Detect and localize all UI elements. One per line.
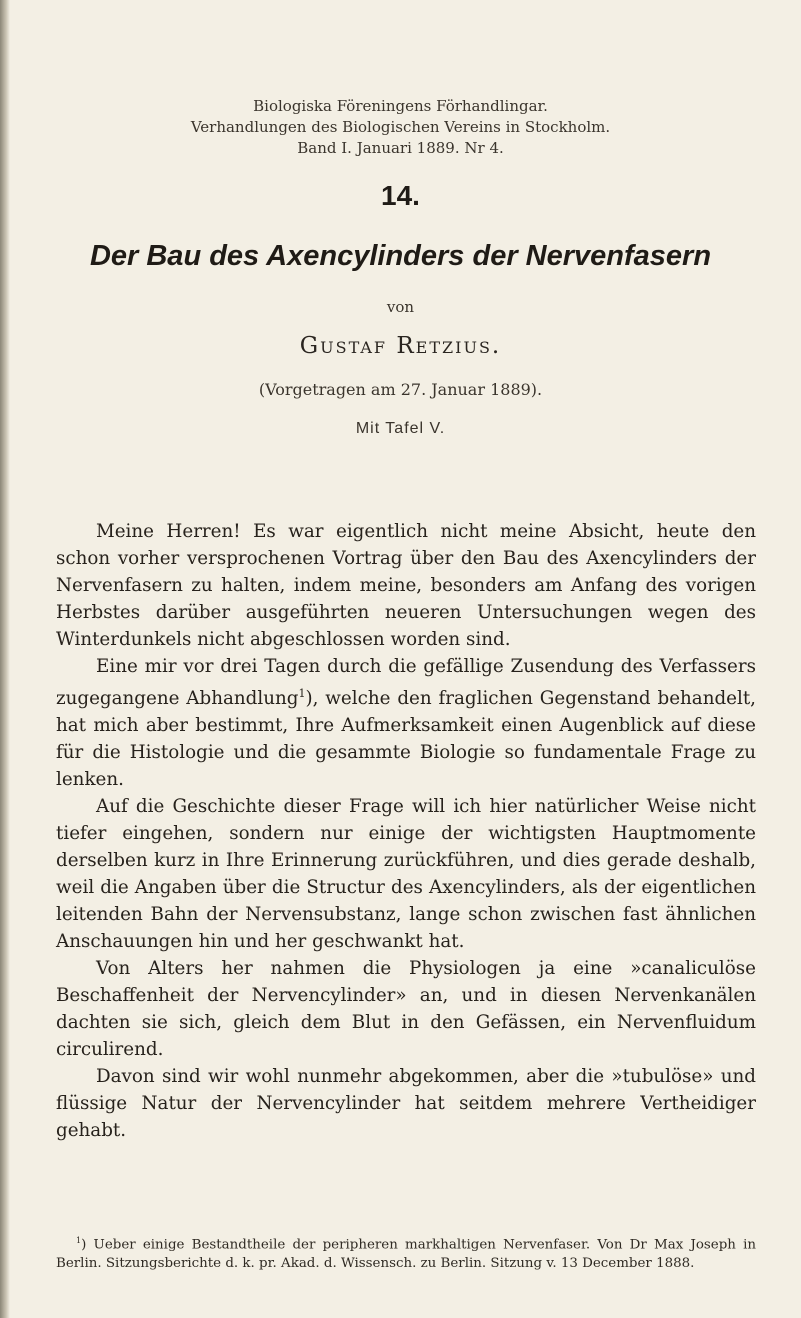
- footnote-body: ) Ueber einige Bestandtheile der peripheren markhaltigen Nervenfaser. Von Dr Max Joseph in Berlin. Sitzungsberichte d. k. pr. Akad. d. Wissensch. zu Berlin. Sitzung v. 13 December 1888.: [56, 1237, 756, 1272]
- journal-line-1: Biologiska Föreningens Förhandlingar.: [253, 97, 548, 115]
- footnote: [56, 1231, 756, 1273]
- author-name: Gustaf Retzius.: [299, 333, 502, 359]
- article-number: 14.: [381, 180, 420, 211]
- byline-von: von: [386, 298, 415, 316]
- footnote-reference: 1: [298, 687, 306, 700]
- paragraph-3: Auf die Geschichte dieser Frage will ich hier natürlicher Weise nicht tiefer eingehen, sondern nur einige der wichtigsten Hauptmomente derselben kurz in Ihre Erinnerung zurückführen, und dies gerade deshalb, weil die Angaben über die Structur des Axencylinders, als der eigentlichen leitenden Bahn der Nervensubstanz, lange schon zwischen fast ähnlichen Anschauungen hin und her geschwankt hat.: [56, 796, 756, 953]
- paragraph-4: Von Alters her nahmen die Physiologen ja eine »canaliculöse Beschaffenheit der Nervencylinder» an, und in diesen Nervenkanälen dachten sie sich, gleich dem Blut in den Gefässen, ein Nervenfluidum circulirend.: [56, 958, 756, 1061]
- journal-line-2: Verhandlungen des Biologischen Vereins in Stockholm.: [190, 118, 611, 136]
- article-title: Der Bau des Axencylinders der Nervenfasern: [89, 240, 712, 272]
- body-text: [56, 518, 756, 1144]
- footnote-marker: 1: [76, 1236, 82, 1245]
- presentation-date: (Vorgetragen am 27. Januar 1889).: [258, 380, 543, 399]
- paragraph-2: [56, 653, 756, 793]
- plate-reference: Mit Tafel V.: [355, 420, 446, 437]
- paragraph-5: Davon sind wir wohl nunmehr abgekommen, aber die »tubulöse» und flüssige Natur der Nervencylinder hat seitdem mehrere Vertheidiger gehabt.: [56, 1066, 756, 1142]
- paragraph-2-part-1: Eine mir vor drei Tagen durch die gefällige Zusendung des Verfassers zugegangene Abhandlung: [56, 656, 756, 710]
- paragraph-1: Meine Herren! Es war eigentlich nicht meine Absicht, heute den schon vorher versprochenen Vortrag über den Bau des Axencylinders der Nervenfasern zu halten, indem meine, besonders am Anfang des vorigen Herbstes darüber ausgeführten neueren Untersuchungen wegen des Winterdunkels nicht abgeschlossen worden sind.: [56, 521, 756, 650]
- paragraph-2-part-2: ), welche den fraglichen Gegenstand behandelt, hat mich aber bestimmt, Ihre Aufmerksamkeit einen Augenblick auf diese für die Histologie und die gesammte Biologie so fundamentale Frage zu lenken.: [56, 688, 756, 791]
- footnote-text: [56, 1231, 756, 1273]
- journal-line-3: Band I. Januari 1889. Nr 4.: [297, 139, 504, 157]
- journal-header: [0, 96, 801, 159]
